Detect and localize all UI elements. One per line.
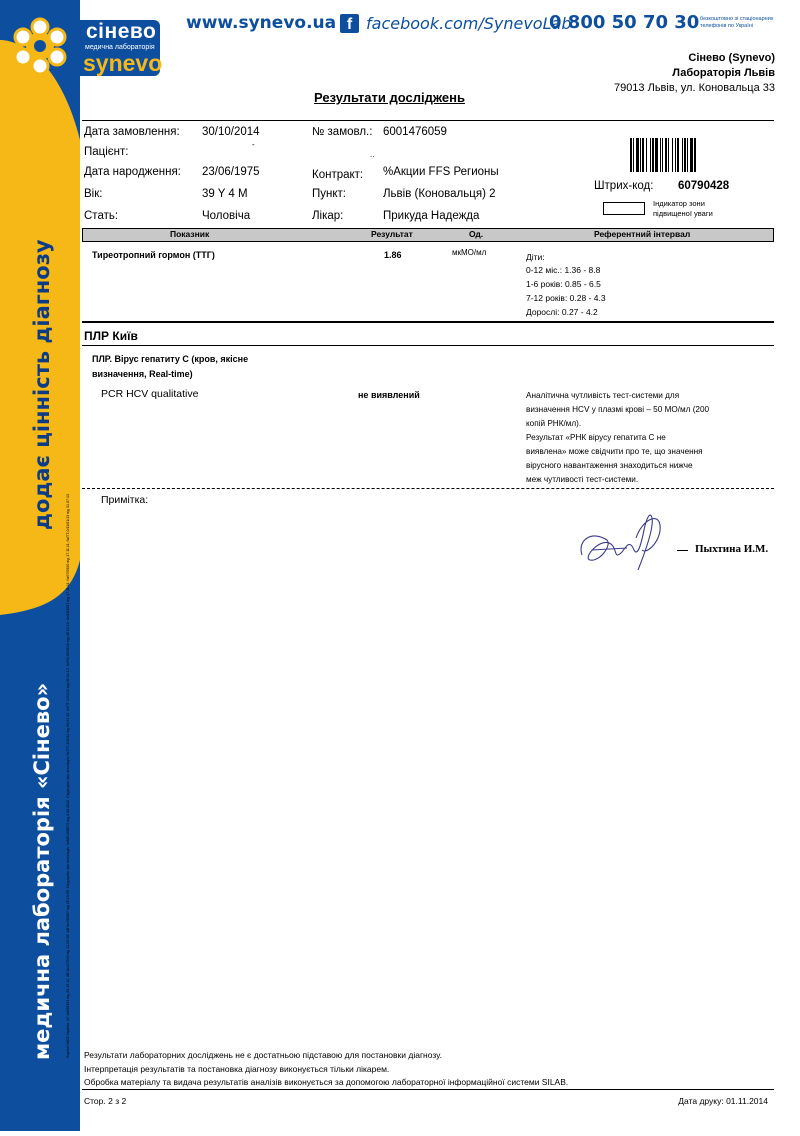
footer-line2: Інтерпретація результатів та постановка діагнозу виконується тільки лікарем. — [84, 1064, 390, 1074]
barcode-bar — [682, 138, 683, 172]
age-label: Вік: — [84, 188, 103, 200]
divider-note — [82, 488, 774, 489]
tsh-ref-2: 1-6 років: 0.85 - 6.5 — [526, 279, 601, 289]
license-text: Ліцензії МОЗ України: АГ №599151 від 26.12.11; АВ №447845 від 12.03.09; АВ №492997 від 25.10.09. Свідоцтво про атестацію: №МЗ-008872 від 2.08.2012. Свідоцтво про атестацію № ПТ-1/2012 від 06.04.12; №ПТ-1/21/12 від 06.04.12; №РО-0045/10 від 05.10.10; №0011081 від 17.11.11; №07/0930 від 17.11.11; №ПТ-0/11/01/13 від 31.07.13 — [66, 494, 70, 1058]
hcv-group-line2: визначення, Real-time) — [92, 369, 193, 379]
divider-top — [82, 120, 774, 121]
barcode-bar — [633, 138, 634, 172]
tsh-result: 1.86 — [384, 250, 402, 260]
side-banner — [0, 0, 80, 1131]
hcv-ref-3: Результат «РНК вірусу гепатита С не — [526, 433, 666, 442]
barcode-bar — [630, 138, 632, 172]
header-result: Результат — [371, 229, 413, 239]
page-number: Стор. 2 з 2 — [84, 1096, 127, 1106]
logo-subtitle: медична лабораторія — [85, 44, 155, 51]
signatory-name: Пыхтина И.М. — [695, 543, 769, 555]
barcode-image — [630, 138, 726, 172]
banner-lab-name: медична лабораторія «Сінево» — [30, 682, 54, 1060]
phone-number: 0 800 50 70 30 — [549, 12, 700, 33]
synevo-logo — [6, 12, 164, 80]
barcode-label: Штрих-код: — [594, 180, 654, 192]
banner-slogan: додає цінність діагнозу — [30, 239, 54, 530]
tsh-name: Тиреотропний гормон (ТТГ) — [92, 250, 215, 260]
barcode-bar — [650, 138, 651, 172]
sex-value: Чоловіча — [202, 210, 251, 222]
birth-date: 23/06/1975 — [202, 166, 260, 178]
print-date: Дата друку: 01.11.2014 — [678, 1096, 768, 1106]
sex-label: Стать: — [84, 210, 119, 222]
point-value: Львів (Коновальця) 2 — [383, 188, 496, 200]
header-unit: Од. — [469, 229, 484, 239]
order-date-label: Дата замовлення: — [84, 126, 180, 138]
barcode-bar — [677, 138, 679, 172]
logo-brand-ua: сінево — [86, 20, 157, 43]
indicator-label-2: підвищеної уваги — [653, 209, 713, 218]
order-date: 30/10/2014 — [202, 126, 260, 138]
barcode-bar — [687, 138, 688, 172]
doctor-value: Прикуда Надежда — [383, 210, 480, 222]
barcode-bar — [636, 138, 639, 172]
note-label: Примітка: — [101, 494, 149, 506]
barcode-bars — [630, 138, 726, 172]
barcode-bar — [652, 138, 654, 172]
hcv-ref-4: виявлена» може свідчити про те, що значення — [526, 447, 703, 456]
order-no-label: № замовл.: — [312, 126, 373, 138]
barcode-bar — [646, 138, 647, 172]
hcv-result: не виявлений — [358, 390, 420, 400]
indicator-label-1: Індикатор зони — [653, 199, 705, 208]
indicator-box — [603, 202, 645, 215]
tsh-ref-0: Діти: — [526, 252, 545, 262]
barcode-bar — [655, 138, 658, 172]
barcode-bar — [672, 138, 673, 172]
patient-value-2: .. — [370, 150, 375, 159]
patient-value: - — [252, 140, 255, 149]
contract-label: Контракт: — [312, 169, 364, 181]
phone-note-2: телефонів по Україні — [700, 23, 754, 29]
barcode-bar — [675, 138, 676, 172]
tsh-ref-4: Дорослі: 0.27 - 4.2 — [526, 307, 598, 317]
barcode-bar — [662, 138, 663, 172]
footer-line3: Обробка матеріалу та видача результатів аналізів виконується за допомогою лабораторної інформаційної системи SILAB. — [84, 1077, 569, 1087]
facebook-icon: f — [340, 14, 359, 33]
barcode-value: 60790428 — [678, 180, 730, 192]
lab-name-line1: Сінево (Synevo) — [688, 52, 775, 64]
header-indicator: Показник — [170, 229, 210, 239]
tsh-unit: мкМО/мл — [452, 248, 487, 257]
contract-value: %Акции FFS Регионы — [383, 166, 499, 178]
tsh-ref-1: 0-12 міс.: 1.36 - 8.8 — [526, 265, 601, 275]
doctor-label: Лікар: — [312, 210, 344, 222]
header-reference: Референтний інтервал — [594, 229, 691, 239]
barcode-bar — [642, 138, 644, 172]
lab-address: 79013 Львів, ул. Коновальца 33 — [613, 82, 775, 94]
barcode-bar — [694, 138, 696, 172]
hcv-ref-0: Аналітична чутливість тест-системи для — [526, 391, 680, 400]
section-title: ПЛР Київ — [84, 329, 138, 343]
footer-line1: Результати лабораторних досліджень не є достатньою підставою для постановки діагнозу. — [84, 1050, 442, 1060]
footer-divider — [82, 1089, 774, 1090]
tsh-ref-3: 7-12 років: 0.28 - 4.3 — [526, 293, 606, 303]
hcv-name: PCR HCV qualitative — [101, 388, 199, 400]
barcode-bar — [640, 138, 641, 172]
barcode-bar — [668, 138, 669, 172]
hcv-ref-2: копій РНК/мл). — [526, 419, 582, 428]
barcode-bar — [660, 138, 661, 172]
birth-label: Дата народження: — [84, 166, 181, 178]
order-no: 6001476059 — [383, 126, 447, 138]
lab-name-line2: Лабораторія Львів — [672, 67, 775, 79]
age-value: 39 Y 4 M — [202, 188, 248, 200]
barcode-bar — [690, 138, 693, 172]
hcv-ref-5: вірусного навантаження знаходиться нижче — [526, 461, 693, 470]
barcode-bar — [684, 138, 686, 172]
hcv-ref-6: меж чутливості тест-системи. — [526, 475, 639, 484]
hcv-ref-1: визначення HCV у плазмі крові – 50 МО/мл (200 — [526, 405, 710, 414]
logo-brand-en: synevo — [83, 50, 163, 76]
patient-label: Пацієнт: — [84, 146, 129, 158]
divider-section — [82, 321, 774, 323]
facebook-link[interactable]: facebook.com/SynevoLab — [366, 14, 572, 33]
page-title: Результати досліджень — [314, 90, 465, 105]
signature-scribble — [572, 500, 672, 580]
hcv-group-line1: ПЛР. Вірус гепатиту С (кров, якісне — [92, 354, 249, 364]
website-link[interactable]: www.synevo.ua — [186, 13, 337, 33]
phone-note-1: безкоштовно зі стаціонарних — [700, 16, 774, 22]
barcode-bar — [665, 138, 667, 172]
point-label: Пункт: — [312, 188, 346, 200]
signature-dash — [677, 550, 688, 551]
section-underline — [82, 345, 774, 346]
